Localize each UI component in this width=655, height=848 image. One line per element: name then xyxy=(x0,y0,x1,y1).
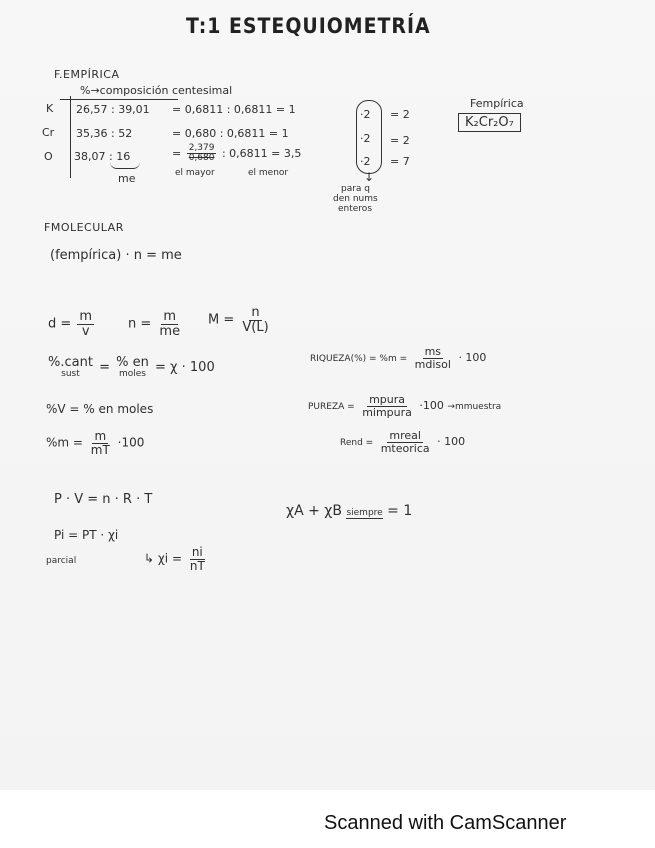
molecular-formula: (fempírica) · n = me xyxy=(50,248,182,263)
mole-fraction-sum xyxy=(286,503,412,519)
rendimiento-den: mteorica xyxy=(380,441,430,455)
row-k-data: 26,57 : 39,01 xyxy=(76,103,150,116)
row-o-calc-rest: : 0,6811 = 3,5 xyxy=(221,146,302,160)
gas-law-formula: P · V = n · R · T xyxy=(54,492,153,507)
result-formula: K₂Cr₂O₇ xyxy=(458,113,521,132)
pureza-num: mpura xyxy=(369,393,406,406)
pureza-den: mimpura xyxy=(362,405,412,419)
riqueza-tail: · 100 xyxy=(458,351,487,365)
molarity-num: n xyxy=(251,305,260,320)
pureza-tail: ·100 xyxy=(419,399,444,413)
me-label: me xyxy=(118,172,136,185)
rendimiento-num: mreal xyxy=(389,429,421,442)
mass-percent-formula xyxy=(46,430,144,456)
riqueza-num: ms xyxy=(424,345,442,358)
chi-den: nT xyxy=(189,558,205,573)
density-lhs: d = xyxy=(48,316,72,332)
note-line-2: den nums xyxy=(333,194,378,204)
result-label: Fempírica xyxy=(470,97,524,110)
row-cr-calc: = 0,680 : 0,6811 = 1 xyxy=(172,127,289,140)
row-o-element: O xyxy=(44,150,53,163)
rendimiento-lhs: Rend = xyxy=(340,438,374,449)
rendimiento-formula xyxy=(340,430,465,454)
rendimiento-tail: · 100 xyxy=(437,435,466,449)
parcial-label: parcial xyxy=(46,556,77,566)
cantidad-a-bot: sust xyxy=(61,368,80,379)
riqueza-formula xyxy=(310,346,486,370)
el-menor-label: el menor xyxy=(248,168,289,178)
row-o-calc-fraction: = $\frac{2,379}{0,680}$ : 0,6811 = 3,5 xyxy=(172,143,302,164)
chi-num: ni xyxy=(191,545,203,559)
moles-lhs: n = xyxy=(128,316,152,332)
row-o-calc-num: 2,379 xyxy=(188,143,215,153)
partial-pressure-formula: Pi = PT · χi xyxy=(54,528,119,542)
el-mayor-label: el mayor xyxy=(175,168,215,178)
moles-formula xyxy=(128,310,184,338)
down-arrow-icon: ↓ xyxy=(364,170,375,184)
row-o-mult: ·2 xyxy=(360,155,371,168)
cantidad-b-top: % en xyxy=(116,355,149,370)
chi-lhs: ↳ χi = xyxy=(144,551,183,566)
molecular-heading: FMOLECULAR xyxy=(44,221,124,234)
pureza-extra: →mmuestra xyxy=(447,402,502,413)
empirica-subtitle: %→composición centesimal xyxy=(80,84,233,97)
cantidad-a-top: %.cant xyxy=(48,355,93,370)
density-formula xyxy=(48,310,96,338)
density-num: m xyxy=(79,309,93,324)
moles-num: m xyxy=(163,309,177,324)
table-vertical-line xyxy=(70,96,71,178)
pureza-lhs: PUREZA = xyxy=(308,402,355,413)
row-cr-element: Cr xyxy=(42,126,55,139)
table-horizontal-line xyxy=(60,99,178,100)
row-o-data: 38,07 : 16 xyxy=(74,150,131,163)
scanner-footer: Scanned with CamScanner xyxy=(324,812,567,834)
cantidad-c: = χ · 100 xyxy=(154,360,215,376)
mass-percent-den: mT xyxy=(90,442,110,457)
row-o-result: = 7 xyxy=(390,155,410,168)
note-line-1: para q xyxy=(341,184,371,194)
mole-fraction-formula xyxy=(144,546,209,572)
chi-sum: χA + χB xyxy=(286,503,342,519)
row-k-result: = 2 xyxy=(390,108,410,121)
moles-den: me xyxy=(159,323,181,339)
chi-eq: = 1 xyxy=(387,503,413,519)
mass-percent-lhs: %m = xyxy=(46,435,83,450)
row-k-calc: = 0,6811 : 0,6811 = 1 xyxy=(172,103,296,116)
note-line-3: enteros xyxy=(338,204,373,214)
cantidad-formula: %.cant sust = % en moles = χ · 100 xyxy=(48,355,215,379)
molarity-den: V(L) xyxy=(242,319,269,335)
row-k-element: K xyxy=(46,102,54,115)
row-cr-data: 35,36 : 52 xyxy=(76,127,133,140)
row-k-mult: ·2 xyxy=(360,108,371,121)
pureza-formula xyxy=(308,394,501,418)
empirica-heading: F.EMPÍRICA xyxy=(54,68,120,81)
molarity-formula xyxy=(208,306,273,334)
density-den: v xyxy=(81,323,90,339)
page-title: T:1 ESTEQUIOMETRÍA xyxy=(186,14,431,38)
row-cr-mult: ·2 xyxy=(360,132,371,145)
riqueza-lhs: RIQUEZA(%) = %m = xyxy=(310,354,408,365)
volume-percent-formula: %V = % en moles xyxy=(46,402,154,416)
riqueza-den: mdisol xyxy=(414,357,451,371)
molarity-lhs: M = xyxy=(208,312,235,328)
me-brace xyxy=(110,162,140,169)
mass-percent-tail: ·100 xyxy=(117,435,145,450)
siempre-label: siempre xyxy=(346,508,383,518)
row-o-calc-den: 0,680 xyxy=(188,153,215,164)
row-cr-result: = 2 xyxy=(390,134,410,147)
mass-percent-num: m xyxy=(94,429,107,443)
cantidad-b-bot: moles xyxy=(118,368,146,379)
